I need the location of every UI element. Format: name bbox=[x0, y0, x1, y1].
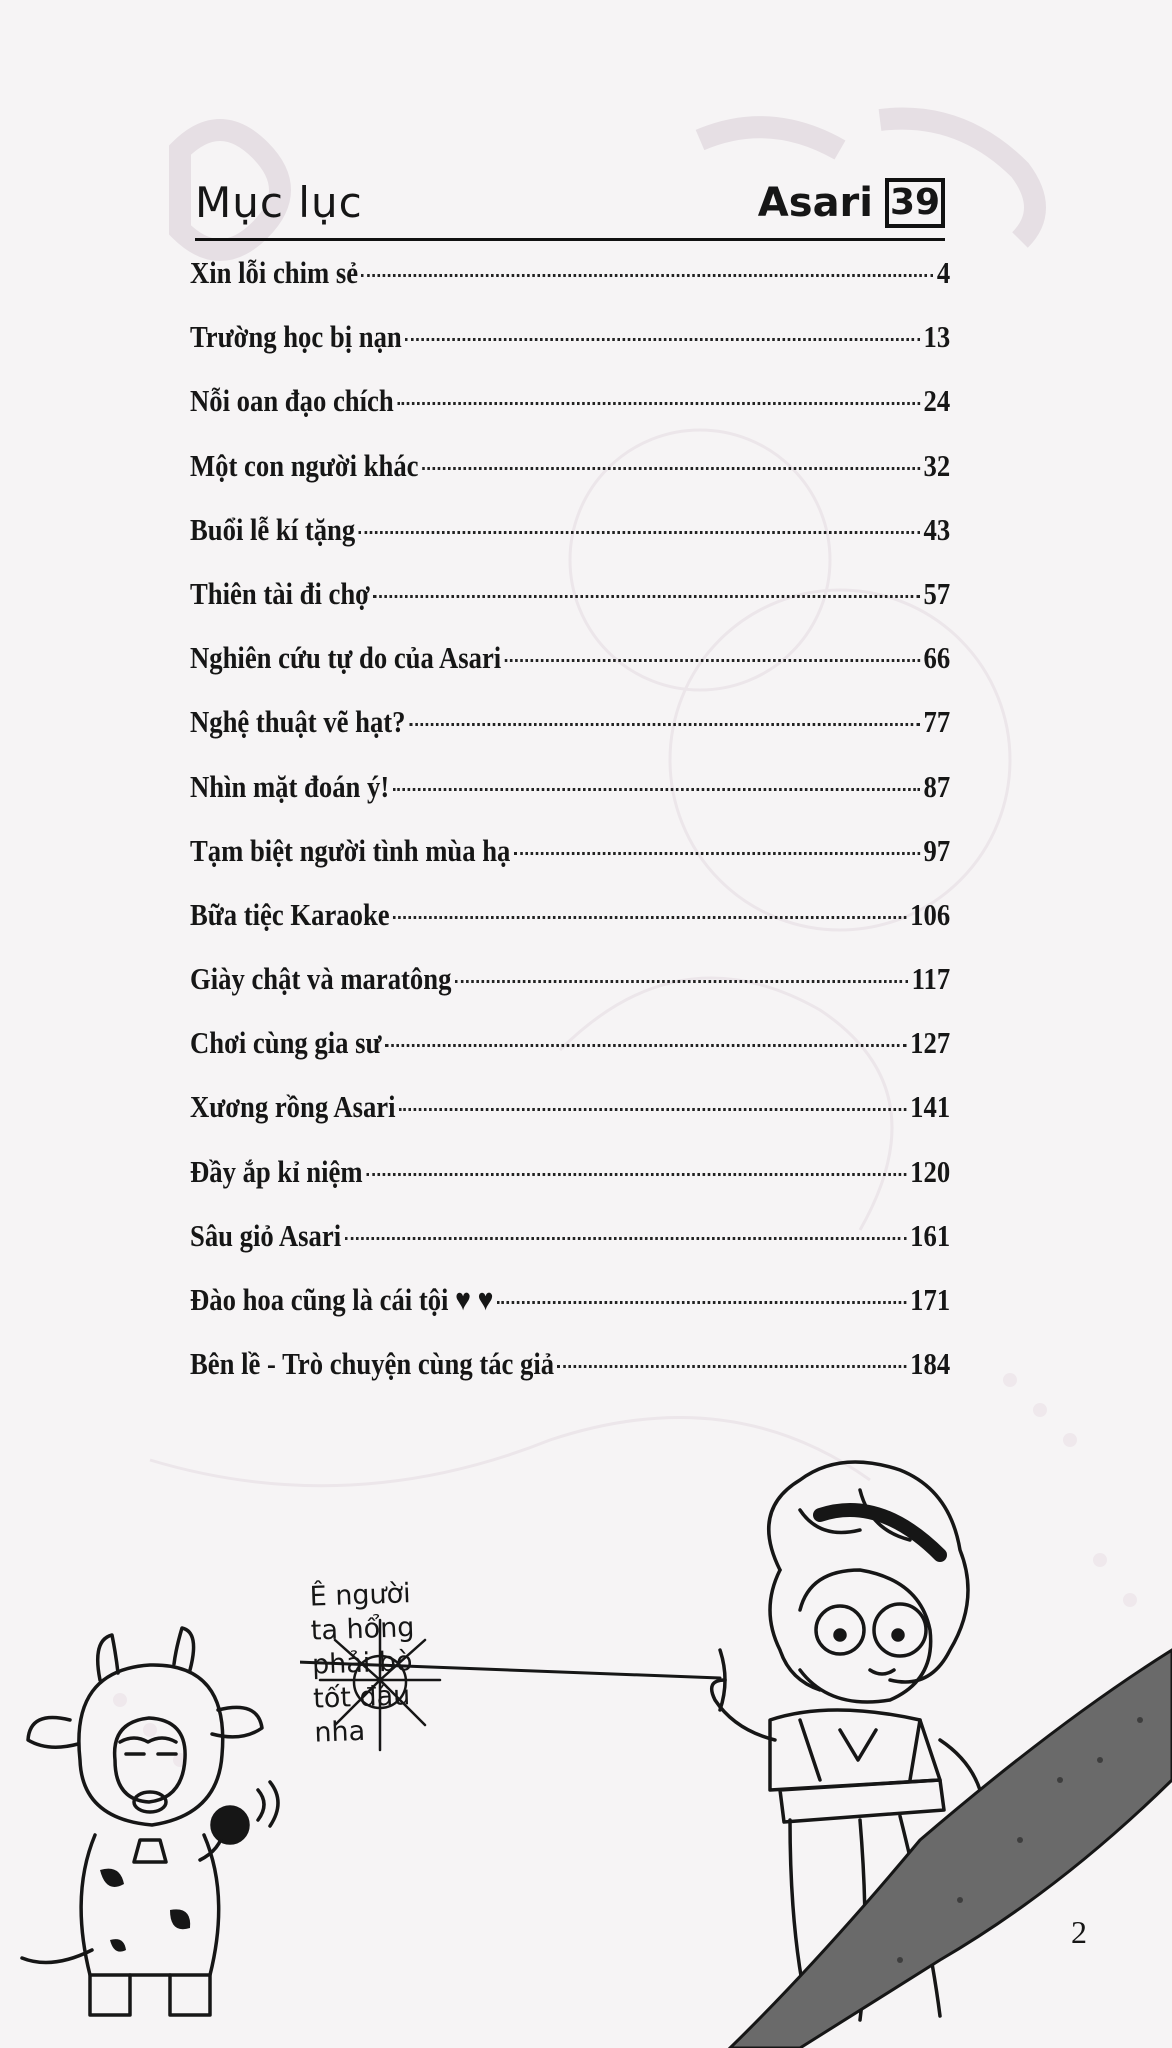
dot-leader bbox=[393, 916, 907, 919]
dot-leader bbox=[558, 1365, 907, 1368]
matador-character bbox=[300, 1420, 1172, 2048]
page-number: 2 bbox=[1071, 1914, 1087, 1950]
cow-costume-character bbox=[0, 1570, 300, 2040]
toc-entry[interactable] bbox=[190, 1025, 950, 1089]
dot-leader bbox=[514, 852, 920, 855]
toc-entry[interactable] bbox=[190, 769, 950, 833]
speech-line: Ê người bbox=[309, 1578, 412, 1613]
toc-entry-title: Chơi cùng gia sư bbox=[190, 1025, 382, 1061]
dot-leader bbox=[505, 659, 920, 662]
toc-entry-page: 171 bbox=[910, 1282, 951, 1317]
toc-entry-title: Nhìn mặt đoán ý! bbox=[190, 768, 390, 804]
dot-leader bbox=[497, 1301, 907, 1304]
dot-leader bbox=[399, 1108, 907, 1111]
toc-entry-title: Tạm biệt người tình mùa hạ bbox=[190, 832, 511, 868]
toc-entry-title: Trường học bị nạn bbox=[190, 319, 402, 355]
toc-entry-title: Đào hoa cũng là cái tội ♥ ♥ bbox=[190, 1282, 494, 1317]
dot-leader bbox=[373, 595, 920, 598]
toc-entry-page: 87 bbox=[923, 768, 951, 804]
speech-line: phải bò bbox=[311, 1646, 414, 1681]
toc-header bbox=[195, 178, 945, 238]
toc-entry-page: 161 bbox=[910, 1217, 951, 1253]
toc-entry[interactable] bbox=[190, 897, 950, 961]
toc-entry-page: 32 bbox=[923, 447, 951, 483]
toc-entry-title: Một con người khác bbox=[190, 447, 419, 483]
toc-entry[interactable] bbox=[190, 383, 950, 447]
toc-entry[interactable] bbox=[190, 1346, 950, 1410]
toc-entry-title: Giày chật và maratông bbox=[190, 961, 452, 997]
toc-entry-page: 24 bbox=[923, 383, 951, 419]
toc-entry[interactable] bbox=[190, 704, 950, 768]
dot-leader bbox=[393, 788, 920, 791]
toc-entry[interactable] bbox=[190, 1218, 950, 1282]
toc-entry-title: Nghiên cứu tự do của Asari bbox=[190, 640, 502, 676]
speech-line: nha bbox=[313, 1715, 366, 1749]
dot-leader bbox=[359, 531, 920, 534]
dot-leader bbox=[409, 723, 920, 726]
toc-entry-page: 77 bbox=[923, 704, 951, 740]
toc-entry-title: Nghệ thuật vẽ hạt? bbox=[190, 704, 406, 740]
dot-leader bbox=[422, 467, 920, 470]
speech-line: ta hổng bbox=[310, 1612, 415, 1647]
toc-entry-page: 13 bbox=[923, 319, 951, 355]
toc-entry[interactable] bbox=[190, 448, 950, 512]
toc-entry[interactable] bbox=[190, 833, 950, 897]
toc-entry-page: 66 bbox=[923, 640, 951, 676]
dot-leader bbox=[385, 1044, 907, 1047]
toc-entry-page: 120 bbox=[910, 1153, 951, 1189]
toc-entry-title: Đầy ắp kỉ niệm bbox=[190, 1153, 363, 1189]
toc-entry[interactable] bbox=[190, 1154, 950, 1218]
toc-entry[interactable] bbox=[190, 319, 950, 383]
toc-entry-page: 57 bbox=[923, 575, 951, 611]
toc-entry-page: 43 bbox=[923, 511, 951, 547]
dot-leader bbox=[366, 1173, 907, 1176]
dot-leader bbox=[362, 274, 934, 277]
series-title: Asari bbox=[757, 180, 873, 226]
dot-leader bbox=[405, 338, 920, 341]
toc-entry-page: 4 bbox=[936, 255, 951, 290]
toc-entry[interactable] bbox=[190, 1282, 950, 1346]
dot-leader bbox=[397, 402, 920, 405]
toc-entry-page: 117 bbox=[911, 961, 951, 997]
toc-entry-page: 106 bbox=[910, 896, 951, 932]
speech-line: tốt đâu bbox=[312, 1680, 411, 1715]
toc-entry-title: Bữa tiệc Karaoke bbox=[190, 896, 390, 932]
volume-number-box: 39 bbox=[885, 178, 945, 228]
toc-entry[interactable] bbox=[190, 255, 950, 319]
header-rule bbox=[195, 238, 945, 241]
toc-entry-title: Sâu giỏ Asari bbox=[190, 1217, 342, 1253]
toc-entry-page: 184 bbox=[910, 1346, 951, 1382]
toc-entry-title: Xin lỗi chim sẻ bbox=[190, 255, 359, 290]
toc-entry-page: 141 bbox=[910, 1089, 951, 1125]
toc-entry-title: Thiên tài đi chợ bbox=[190, 575, 370, 611]
toc-entry[interactable] bbox=[190, 640, 950, 704]
toc-entry-title: Xương rồng Asari bbox=[190, 1089, 396, 1125]
toc-entry[interactable] bbox=[190, 576, 950, 640]
toc-entry[interactable] bbox=[190, 512, 950, 576]
toc-entry-page: 97 bbox=[923, 832, 951, 868]
toc-heading: Mục lục bbox=[195, 178, 363, 227]
dot-leader bbox=[345, 1237, 907, 1240]
toc-entry[interactable] bbox=[190, 961, 950, 1025]
toc-entry-page: 127 bbox=[910, 1025, 951, 1061]
table-of-contents bbox=[190, 255, 952, 1410]
toc-entry[interactable] bbox=[190, 1089, 950, 1153]
toc-entry-title: Bên lề - Trò chuyện cùng tác giả bbox=[190, 1346, 555, 1382]
toc-entry-title: Buổi lễ kí tặng bbox=[190, 511, 356, 547]
toc-entry-title: Nỗi oan đạo chích bbox=[190, 383, 394, 419]
dot-leader bbox=[455, 980, 908, 983]
